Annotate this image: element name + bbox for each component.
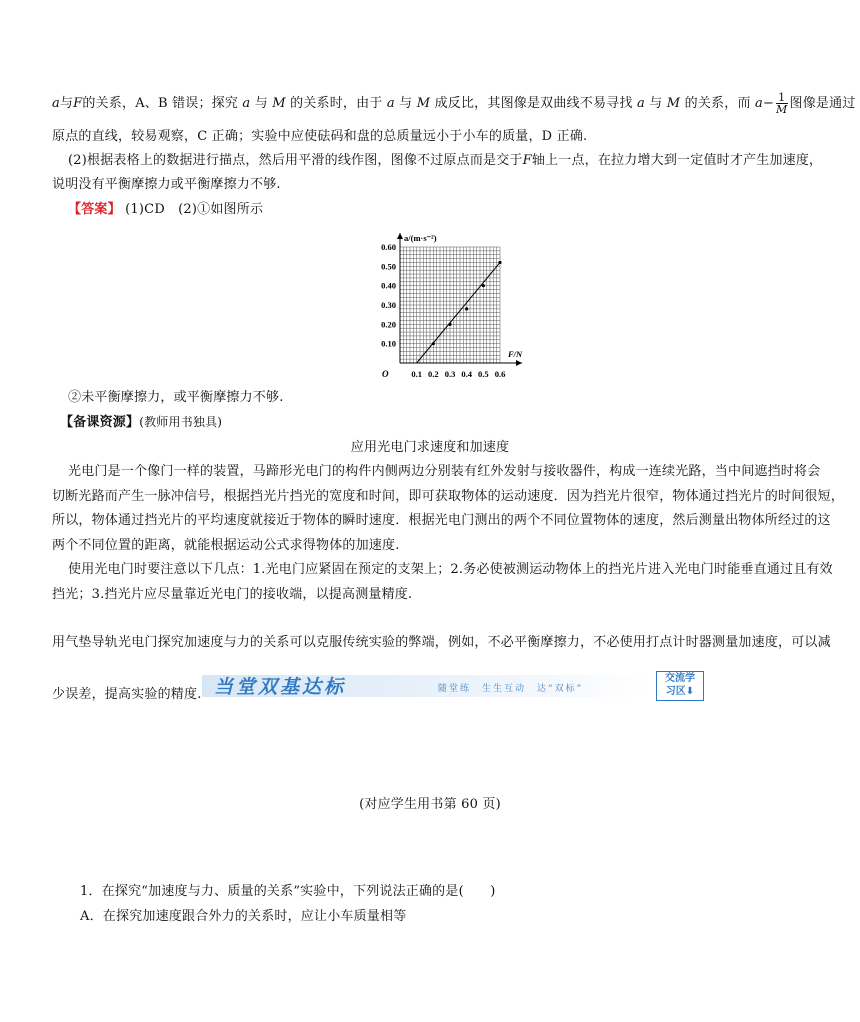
text-seg: 图像是通过 (789, 96, 856, 111)
y-tick-label: 0.60 (381, 242, 396, 252)
para-line-4: 说明没有平衡摩擦力或平衡摩擦力不够. (52, 177, 281, 192)
acceleration-force-chart (360, 228, 540, 380)
origin-label: O (382, 369, 389, 379)
resource-para-4: 两个不同位置的距离，就能根据运动公式求得物体的加速度. (52, 538, 400, 553)
answer-line (68, 200, 828, 220)
x-axis-arrow (516, 360, 522, 366)
question-1: 1．在探究“加速度与力、质量的关系”实验中，下列说法正确的是( ) (80, 884, 496, 899)
page-reference: (对应学生用书第 60 页) (359, 797, 501, 812)
section-banner (202, 671, 706, 703)
data-point (498, 261, 501, 264)
var-a: a (242, 96, 251, 111)
var-a: a (386, 96, 395, 111)
var-a: a (755, 96, 763, 111)
var-a: a (52, 96, 60, 111)
banner-box-line1: 交流学 (665, 673, 695, 684)
answer2-line: ②未平衡摩擦力，或平衡摩擦力不够. (68, 390, 284, 405)
x-tick-label: 0.3 (444, 369, 456, 379)
x-tick-label: 0.2 (428, 369, 439, 379)
var-M: M (272, 96, 286, 111)
text-seg: 的关系，而 (684, 96, 751, 111)
data-point (432, 342, 435, 345)
x-tick-label: 0.5 (478, 369, 489, 379)
resource-para-2: 切断光路而产生一脉冲信号，根据挡光片挡光的宽度和时间，即可获取物体的运动速度．因为挡光片很窄，物体通过挡光片的时间很短， (52, 489, 845, 504)
data-point (465, 307, 468, 310)
resource-para-5: 使用光电门时要注意以下几点：1.光电门应紧固在预定的支架上；2.务必使被测运动物体上的挡光片进入光电门时能垂直通过且有效 (68, 562, 833, 577)
y-tick-label: 0.40 (381, 280, 396, 291)
y-axis-arrow (397, 233, 403, 239)
exchange-area-link[interactable] (656, 671, 704, 701)
fraction-1-over-M: $\frac{1}{M}$ (776, 91, 788, 116)
y-axis-label: a/(m·s⁻²) (404, 233, 437, 243)
resource-label: 【备课资源】 (60, 415, 140, 430)
para-line-2: 原点的直线，较易观察，C 正确；实验中应使砝码和盘的总质量远小于小车的质量，D 正确. (52, 129, 588, 144)
resource-para-3: 所以，物体通过挡光片的平均速度就接近于物体的瞬时速度．根据光电门测出的两个不同位置物体的速度，然后测量出物体所经过的这 (52, 513, 831, 528)
para-line-3: (2)根据表格上的数据进行描点，然后用平滑的线作图，图像不过原点而是交于F轴上一点，在拉力增大到一定值时才产生加速度， (68, 153, 823, 168)
resource-para-6: 挡光；3.挡光片应尽量靠近光电门的接收端，以提高测量精度. (52, 587, 413, 602)
var-M: M (666, 96, 681, 111)
data-point (448, 323, 451, 326)
text-seg: 与 (254, 96, 268, 111)
text-seg: 与 (649, 96, 663, 111)
var-M: M (416, 96, 431, 111)
text-seg: 的关系时，由于 (290, 96, 383, 111)
resource-note: (教师用书独具) (139, 415, 223, 429)
question-1-option-a: A．在探究加速度跟合外力的关系时，应让小车质量相等 (80, 909, 407, 924)
y-tick-label: 0.20 (381, 319, 396, 330)
banner-title: 当堂双基达标 (214, 676, 347, 698)
resource-para-7: 用气垫导轨光电门探究加速度与力的关系可以克服传统实验的弊端，例如，不必平衡摩擦力，不必使用打点计时器测量加速度，可以减 (52, 635, 831, 650)
text-seg: 与 (399, 96, 413, 111)
para-line-1: a与F的关系，A、B 错误；探究 a 与 M 的关系时，由于 a 与 M 成反比，其图像是双曲线不易寻找 a 与 M 的关系，而 a− $\frac{1}{M}$ 图像是通过 (52, 91, 856, 116)
y-tick-label: 0.10 (381, 338, 396, 349)
x-axis-label: F/N (508, 349, 523, 359)
x-tick-label: 0.4 (461, 369, 472, 379)
banner-subtitle: 随堂练 生生互动 达“双标” (438, 684, 584, 694)
section-title: 应用光电门求速度和加速度 (350, 440, 510, 455)
text-seg: 与 (59, 96, 74, 111)
data-point (482, 284, 485, 287)
resource-line (60, 412, 820, 433)
answer-label: 【答案】 (68, 202, 121, 217)
x-tick-label: 0.6 (494, 369, 506, 379)
x-tick-label: 0.1 (411, 369, 422, 379)
var-F: F (73, 96, 83, 111)
resource-para-1: 光电门是一个像门一样的装置，马蹄形光电门的构件内侧两边分别装有红外发射与接收器件，构成一连续光路，当中间遮挡时将会 (68, 464, 821, 479)
resource-para-8: 少误差，提高实验的精度. (52, 687, 202, 702)
banner-box-line2: 习区⬇ (665, 686, 695, 697)
y-tick-label: 0.30 (381, 300, 396, 310)
var-a: a (636, 96, 645, 111)
answer-text: (1)CD (2)①如图所示 (125, 202, 264, 217)
text-seg: 的关系，A、B 错误；探究 (82, 96, 239, 111)
y-tick-label: 0.50 (381, 261, 396, 272)
text-seg: 成反比，其图像是双曲线不易寻找 (434, 96, 633, 111)
